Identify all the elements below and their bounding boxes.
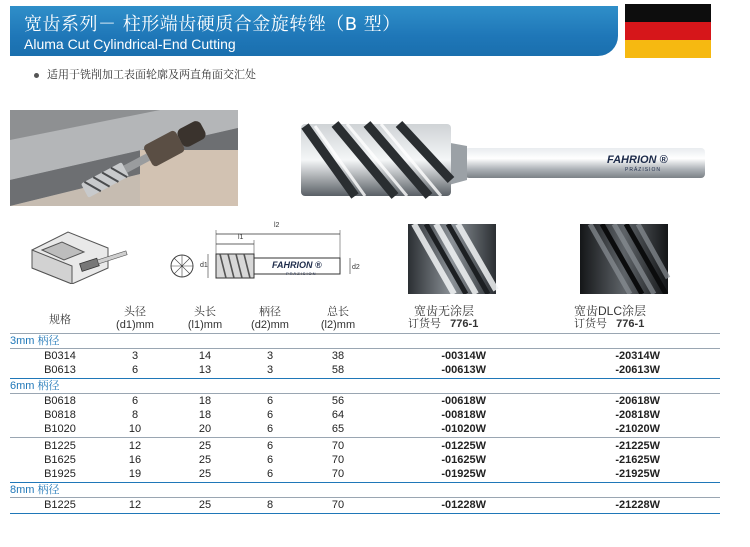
cell-dlc: -21228W — [615, 499, 660, 511]
table-row — [10, 439, 720, 453]
cell-l1: 25 — [198, 440, 212, 452]
cell-d2: 3 — [266, 364, 274, 376]
cell-d1: 6 — [131, 395, 139, 407]
cell-dlc: -21925W — [615, 468, 660, 480]
cell-l1: 20 — [198, 423, 212, 435]
cell-spec: B1020 — [44, 423, 76, 435]
cell-l1: 25 — [198, 499, 212, 511]
german-flag-icon — [625, 4, 711, 58]
application-note — [34, 66, 256, 82]
title-banner — [10, 6, 618, 56]
dim-label-l1: l1 — [238, 234, 244, 241]
table-body — [10, 334, 720, 514]
shank-group-label: 3mm 柄径 — [10, 335, 60, 347]
cell-l1: 25 — [198, 454, 212, 466]
cell-nocoat: -01625W — [441, 454, 486, 466]
cell-spec: B0818 — [44, 409, 76, 421]
workpiece-sketch — [28, 228, 138, 284]
col-spec: 规格 — [49, 314, 71, 326]
bullet-icon — [34, 73, 39, 78]
cell-dlc: -20818W — [615, 409, 660, 421]
cell-d1: 10 — [128, 423, 142, 435]
cell-l2: 58 — [331, 364, 345, 376]
cell-dlc: -21625W — [615, 454, 660, 466]
cell-l2: 38 — [331, 350, 345, 362]
cell-nocoat: -01020W — [441, 423, 486, 435]
cell-d1: 12 — [128, 499, 142, 511]
uncoated-closeup — [404, 224, 500, 294]
cell-nocoat: -00314W — [441, 350, 486, 362]
cell-dlc: -20618W — [615, 395, 660, 407]
cell-l1: 13 — [198, 364, 212, 376]
product-photo — [295, 120, 715, 200]
cell-l2: 64 — [331, 409, 345, 421]
dim-label-l2: l2 — [274, 222, 280, 229]
table-row — [10, 408, 720, 422]
application-photo — [10, 110, 238, 206]
cell-spec: B1225 — [44, 499, 76, 511]
divider — [10, 437, 720, 438]
cell-dlc: -20613W — [615, 364, 660, 376]
cell-spec: B1625 — [44, 454, 76, 466]
cell-d1: 19 — [128, 468, 142, 480]
cell-d2: 6 — [266, 468, 274, 480]
cell-l2: 70 — [331, 454, 345, 466]
cell-l1: 25 — [198, 468, 212, 480]
diagram-brand-sub: PRÄZISION — [286, 271, 317, 276]
dimension-drawing — [168, 222, 368, 292]
table-row — [10, 349, 720, 363]
col-head-len: 头长 (l1)mm — [187, 306, 223, 331]
shank-group-label: 8mm 柄径 — [10, 484, 60, 496]
col-total-len: 总长 (l2)mm — [320, 306, 356, 331]
cell-spec: B0314 — [44, 350, 76, 362]
table-header — [10, 300, 720, 334]
cell-nocoat: -01925W — [441, 468, 486, 480]
cell-nocoat: -01228W — [441, 499, 486, 511]
cell-d2: 3 — [266, 350, 274, 362]
cell-dlc: -21020W — [615, 423, 660, 435]
table-row — [10, 467, 720, 481]
cell-d2: 6 — [266, 395, 274, 407]
col-head-dia: 头径 (d1)mm — [116, 306, 154, 331]
product-brand-sub: PRÄZISION — [625, 167, 661, 173]
cell-l2: 70 — [331, 440, 345, 452]
page-title: 宽齿系列－ 柱形端齿硬质合金旋转锉（B 型） — [24, 14, 401, 35]
cell-l2: 56 — [331, 395, 345, 407]
spec-table — [10, 300, 720, 514]
cell-d2: 8 — [266, 499, 274, 511]
col-uncoated: 宽齿无涂层 订货号 776-1 — [408, 304, 479, 330]
diagram-brand-label: FAHRION ® — [272, 260, 322, 270]
cell-spec: B0618 — [44, 395, 76, 407]
cell-nocoat: -00818W — [441, 409, 486, 421]
cell-d2: 6 — [266, 454, 274, 466]
cell-l2: 70 — [331, 499, 345, 511]
cell-l2: 65 — [331, 423, 345, 435]
cell-d1: 16 — [128, 454, 142, 466]
cell-l1: 18 — [198, 409, 212, 421]
cell-d1: 8 — [131, 409, 139, 421]
table-row — [10, 363, 720, 377]
product-brand-label: FAHRION ® — [607, 154, 668, 166]
cell-dlc: -20314W — [615, 350, 660, 362]
cell-spec: B1925 — [44, 468, 76, 480]
col-dlc: 宽齿DLC涂层 订货号 776-1 — [574, 304, 647, 330]
cell-d1: 3 — [131, 350, 139, 362]
dlc-closeup — [576, 224, 672, 294]
page-subtitle: Aluma Cut Cylindrical-End Cutting — [24, 36, 236, 52]
shank-group-label: 6mm 柄径 — [10, 380, 60, 392]
application-note-text: 适用于铣削加工表面轮廓及两直角面交汇处 — [47, 69, 256, 81]
cell-d2: 6 — [266, 409, 274, 421]
cell-d1: 12 — [128, 440, 142, 452]
cell-dlc: -21225W — [615, 440, 660, 452]
cell-d2: 6 — [266, 440, 274, 452]
cell-nocoat: -00618W — [441, 395, 486, 407]
dim-label-d2: d2 — [352, 264, 360, 271]
cell-spec: B1225 — [44, 440, 76, 452]
table-row — [10, 394, 720, 408]
cell-d2: 6 — [266, 423, 274, 435]
table-row — [10, 453, 720, 467]
cell-l1: 14 — [198, 350, 212, 362]
group-divider — [10, 513, 720, 514]
cell-l2: 70 — [331, 468, 345, 480]
cell-spec: B0613 — [44, 364, 76, 376]
cell-d1: 6 — [131, 364, 139, 376]
col-shank-dia: 柄径 (d2)mm — [251, 306, 289, 331]
table-row — [10, 422, 720, 436]
table-row — [10, 498, 720, 512]
cell-nocoat: -01225W — [441, 440, 486, 452]
cell-nocoat: -00613W — [441, 364, 486, 376]
cell-l1: 18 — [198, 395, 212, 407]
diagram-row — [10, 222, 720, 296]
dim-label-d1: d1 — [200, 262, 208, 269]
